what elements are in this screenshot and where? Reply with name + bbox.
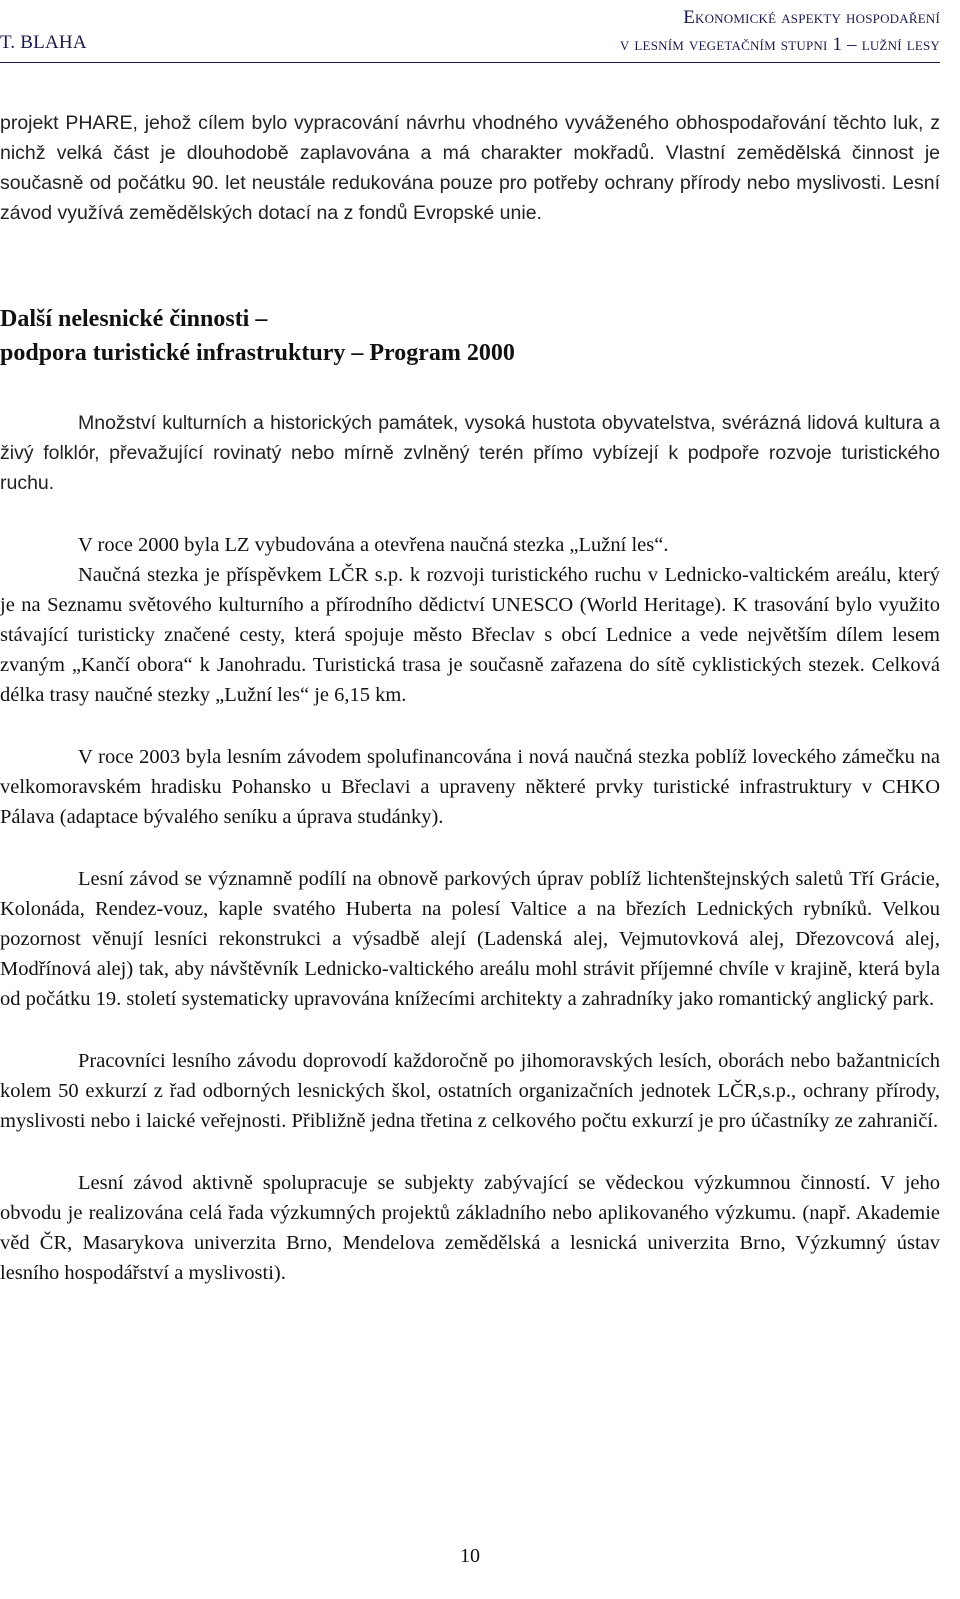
paragraph-phare: projekt PHARE, jehož cílem bylo vypracování návrhu vhodného vyváženého obhospodařování těchto luk, z nichž velká část je dlouhodobě zaplavována a má charakter mokřadů. Vlastní zemědělská činnost je současně od počátku 90. let neustále redukována pouze pro potřeby ochrany přírody nebo myslivosti. Lesní závod využívá zemědělských dotací na z fondů Evropské unie. [0, 112, 940, 224]
header-title-line1: Ekonomické aspekty hospodaření [683, 7, 940, 28]
header-rule [0, 62, 940, 63]
page-number: 10 [460, 1545, 480, 1567]
page-content [0, 108, 940, 1288]
paragraph-nature-trail-intro: V roce 2000 byla LZ vybudována a otevřena naučná stezka „Lužní les“. [78, 534, 669, 556]
paragraph-research: Lesní závod aktivně spolupracuje se subjekty zabývající se vědeckou výzkumnou činností. V jeho obvodu je realizována celá řada výzkumných projektů základního nebo aplikovaného výzkumu. (např. Akademie věd ČR, Masarykova univerzita Brno, Mendelova zemědělská a lesnická univerzita Brno, Výzkumný ústav lesního hospodářství a myslivosti). [0, 1172, 940, 1284]
section-heading-line1: Další nelesnické činnosti – [0, 306, 268, 332]
header-author: T. BLAHA [0, 32, 87, 53]
header-title-line2: v lesním vegetačním stupni 1 – lužní lesy [619, 34, 940, 55]
paragraph-nature-trail: Naučná stezka je příspěvkem LČR s.p. k rozvoji turistického ruchu v Lednicko-valtickém areálu, který je na Seznamu světového kulturního a přírodního dědictví UNESCO (World Heritage). K trasování bylo využito stávající turisticky značené cesty, která spojuje město Břeclav s obcí Lednice a vede největším dílem lesem zvaným „Kančí obora“ k Janohradu. Turistická trasa je současně zařazena do sítě cyklistických stezek. Celková délka trasy naučné stezky „Lužní les“ je 6,15 km. [0, 564, 940, 706]
header-title [620, 4, 940, 58]
paragraph-park-restoration: Lesní závod se významně podílí na obnově parkových úprav poblíž lichtenštejnských saletů Tří Grácie, Kolonáda, Rendez-vouz, kaple svatého Huberta na polesí Valtice a na březích Lednických rybníků. Velkou pozornost věnují lesníci rekonstrukci a výsadbě alejí (Ladenská alej, Vejmutovková alej, Dřezovcová alej, Modřínová alej) tak, aby návštěvník Lednicko-valtického areálu mohl strávit příjemné chvíle v krajině, která byla od počátku 19. století systematicky upravována knížecími architekty a zahradníky jako romantický anglický park. [0, 868, 940, 1010]
paragraph-tourism: Množství kulturních a historických památek, vysoká hustota obyvatelstva, svérázná lidová kultura a živý folklór, převažující rovinatý nebo mírně zvlněný terén přímo vybízejí k podpoře rozvoje turistického ruchu. [0, 412, 940, 494]
paragraph-excursions: Pracovníci lesního závodu doprovodí každoročně po jihomoravských lesích, oborách nebo bažantnicích kolem 50 exkurzí z řad odborných lesnických škol, ostatních organizačních jednotek LČR,s.p., ochrany přírody, myslivosti nebo i laické veřejnosti. Přibližně jedna třetina z celkového počtu exkurzí je pro účastníky ze zahraničí. [0, 1050, 940, 1132]
section-heading-line2: podpora turistické infrastruktury – Program 2000 [0, 340, 515, 366]
paragraph-2003-trail: V roce 2003 byla lesním závodem spolufinancována i nová naučná stezka poblíž loveckého zámečku na velkomoravském hradisku Pohansko u Břeclavi a upraveny některé prvky turistické infrastruktury v CHKO Pálava (adaptace bývalého seníku a úprava studánky). [0, 746, 940, 828]
